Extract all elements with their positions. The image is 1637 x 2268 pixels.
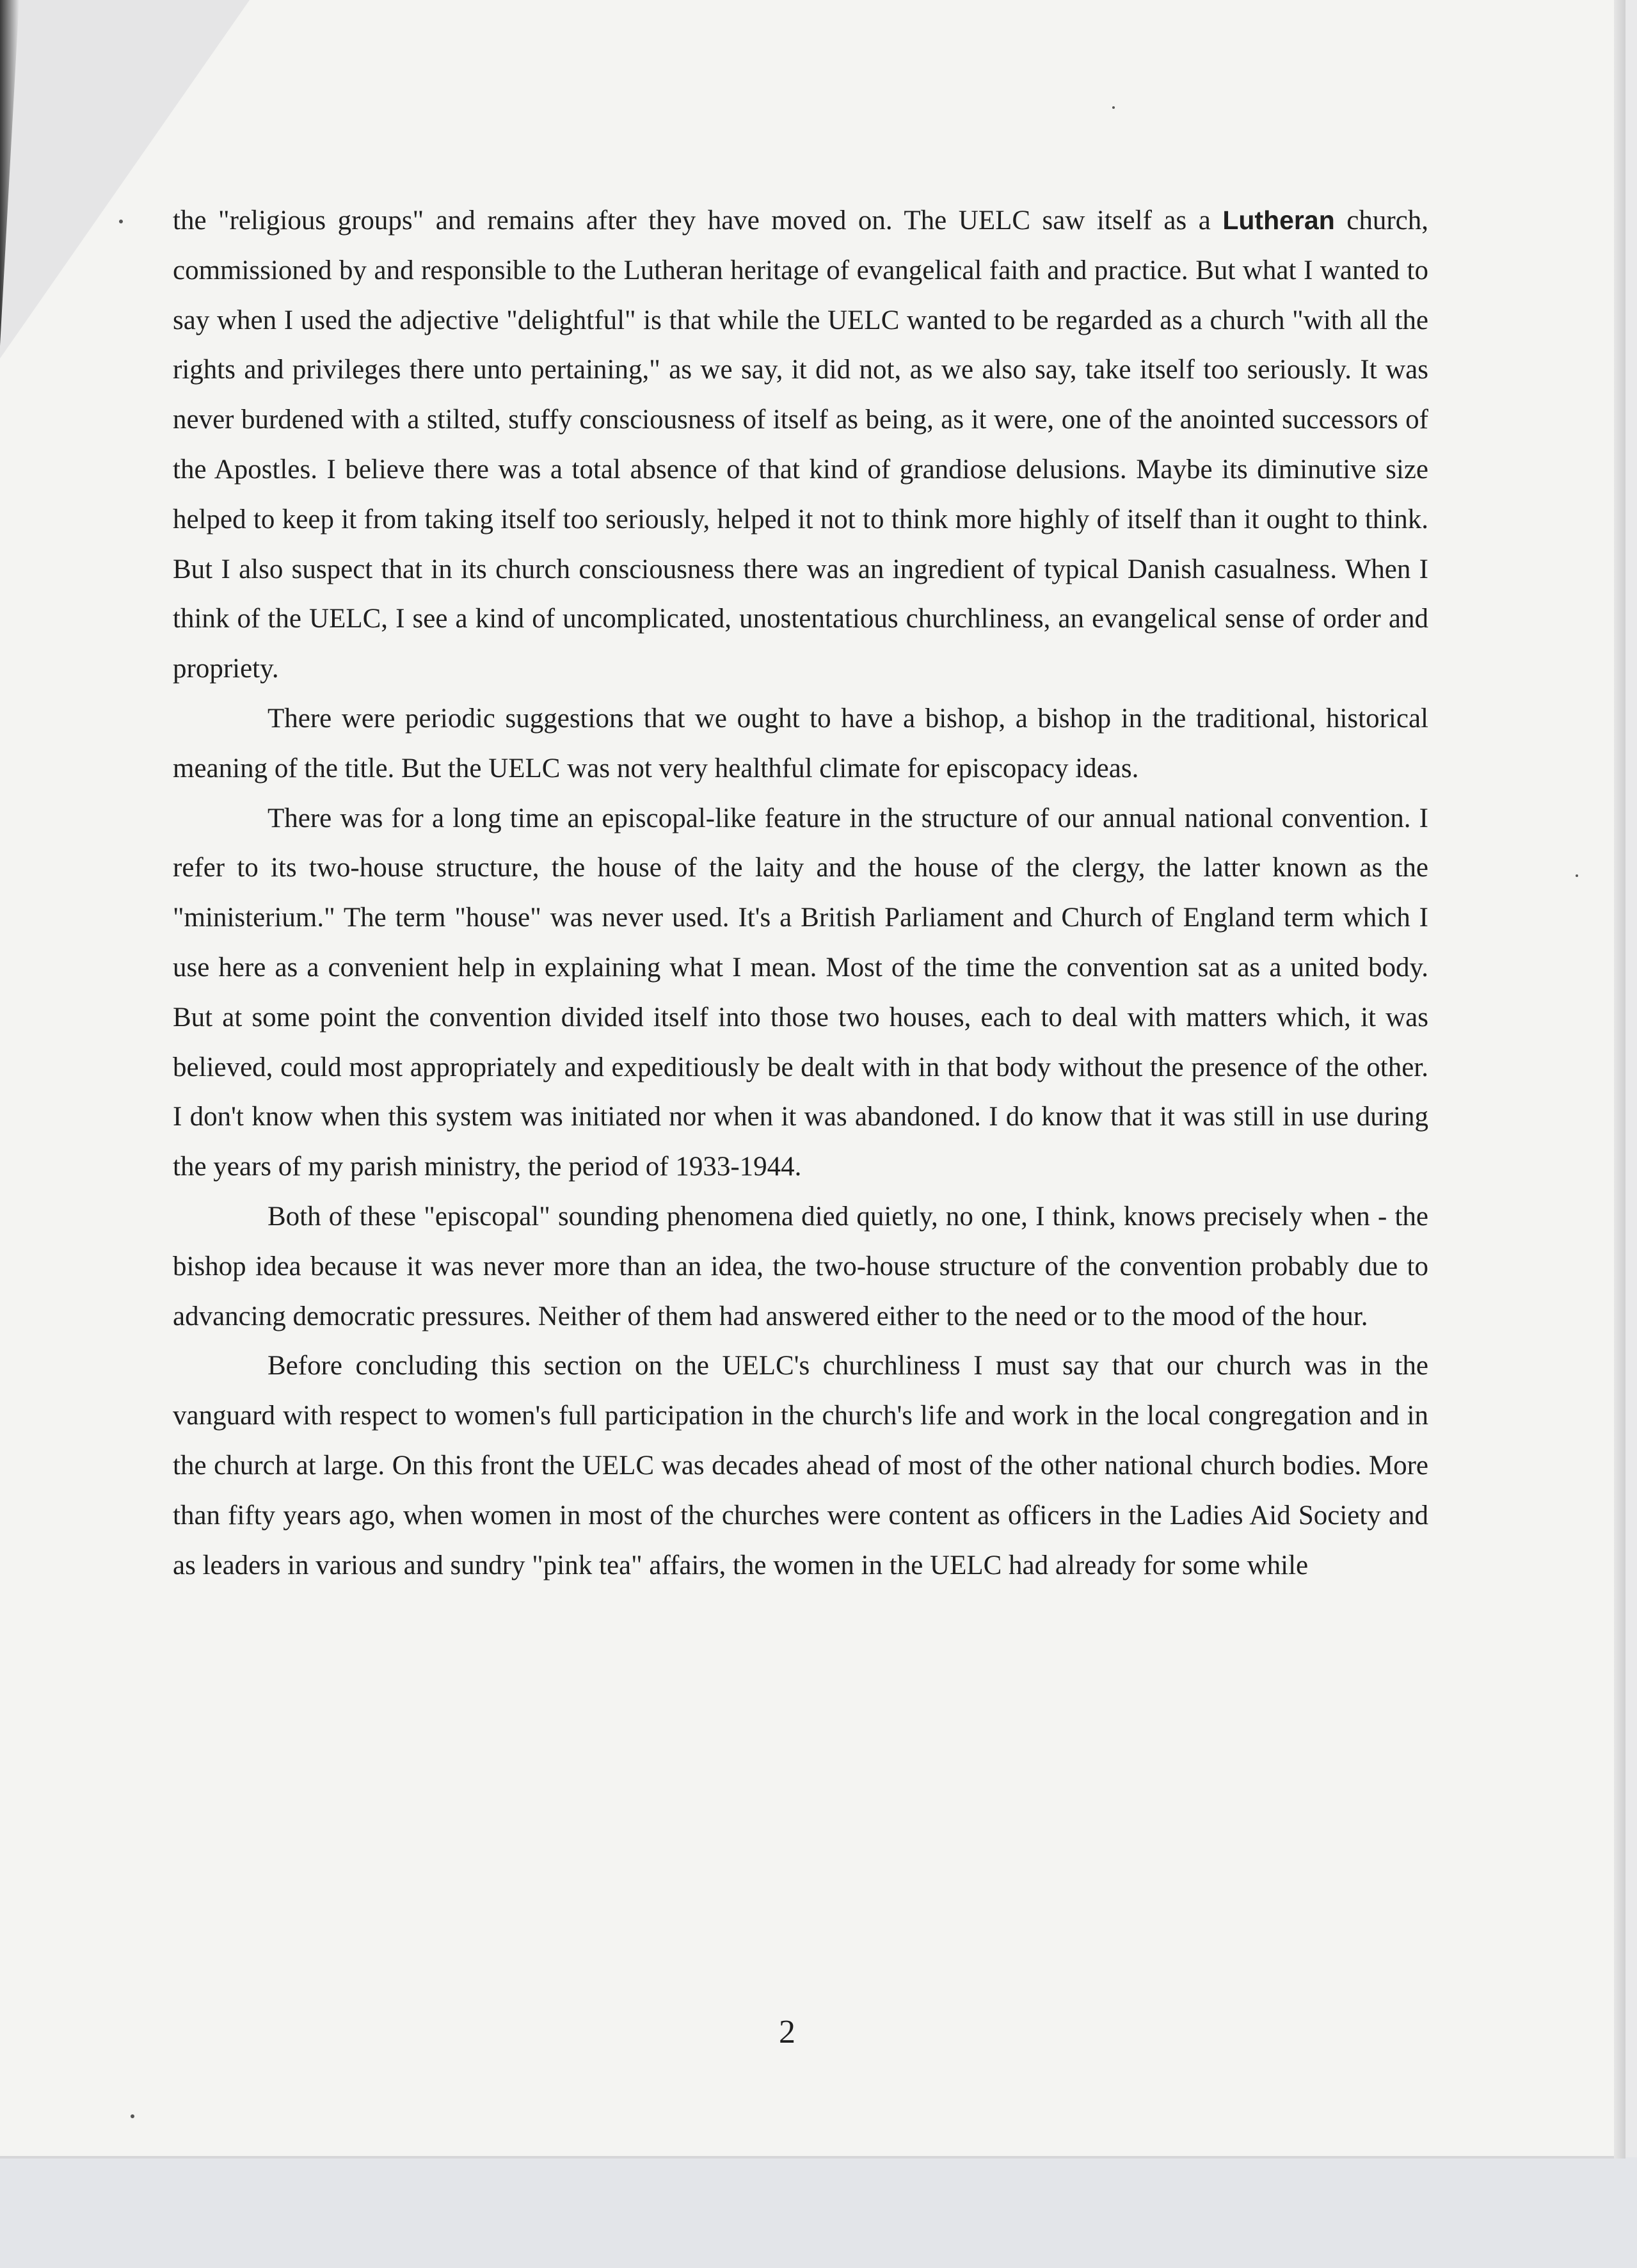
scanner-background — [0, 2157, 1637, 2268]
paragraph-2: There were periodic suggestions that we ought to have a bishop, a bishop in the traditional, historical meaning of the title. But the UELC was not very healthful climate for episcopacy ideas. — [173, 703, 1428, 784]
emphasized-word: Lutheran — [1222, 205, 1335, 235]
paragraph-1-first-line: the "religious groups" and remains after they have moved on. The UELC saw itself as a — [173, 205, 1211, 236]
paragraph-3: There was for a long time an episcopal-like feature in the structure of our annual national convention. I refer to its two-house structure, the house of the laity and the house of the clergy, the latter known as the "ministerium." The term "house" was never used. It's a British Parliament and Church of England term which I use here as a convenient help in explaining what I mean. Most of the time the convention sat as a united body. But at some point the convention divided itself into those two houses, each to deal with matters which, it was believed, could most appropriately and expeditiously be dealt with in that body without the presence of the other. I don't know when this system was initiated nor when it was abandoned. I do know that it was still in use during the years of my parish ministry, the period of 1933-1944. — [173, 803, 1428, 1182]
paragraph-1 — [173, 196, 1428, 694]
dust-speck — [119, 220, 123, 223]
paragraph-4: Both of these "episcopal" sounding phenomena died quietly, no one, I think, knows precisely when - the bishop idea because it was never more than an idea, the two-house structure of the convention probably due to advancing democratic pressures. Neither of them had answered either to the need or to the mood of the hour. — [173, 1201, 1428, 1331]
paragraph-1-text: church, commissioned by and responsible to the Lutheran heritage of evangelical faith and practice. But what I wanted to say when I used the adjective "delightful" is that while the UELC wanted to be regarded as a church "with all the rights and privileges there unto pertaining," as we say, it did not, as we also say, take itself too seriously. It was never burdened with a stilted, stuffy consciousness of itself as being, as it were, one of the anointed successors of the Apostles. I believe there was a total absence of that kind of grandiose delusions. Maybe its diminutive size helped to keep it from taking itself too seriously, helped it not to think more highly of itself than it ought to think. But I also suspect that in its church consciousness there was an ingredient of typical Danish casualness. When I think of the UELC, I see a kind of uncomplicated, unostentatious churchliness, an evangelical sense of order and propriety. — [173, 205, 1428, 684]
dust-speck — [1112, 106, 1115, 109]
dust-speck — [131, 2114, 134, 2118]
dust-speck — [1576, 874, 1578, 877]
page-edge — [1614, 0, 1625, 2159]
page-number: 2 — [779, 2014, 795, 2050]
body-text — [173, 196, 1428, 1590]
paragraph-5: Before concluding this section on the UELC's churchliness I must say that our church was in the vanguard with respect to women's full participation in the church's life and work in the local congregation and in the church at large. On this front the UELC was decades ahead of most of the other national church bodies. More than fifty years ago, when women in most of the churches were content as officers in the Ladies Aid Society and as leaders in various and sundry "pink tea" affairs, the women in the UELC had already for some while — [173, 1351, 1428, 1580]
